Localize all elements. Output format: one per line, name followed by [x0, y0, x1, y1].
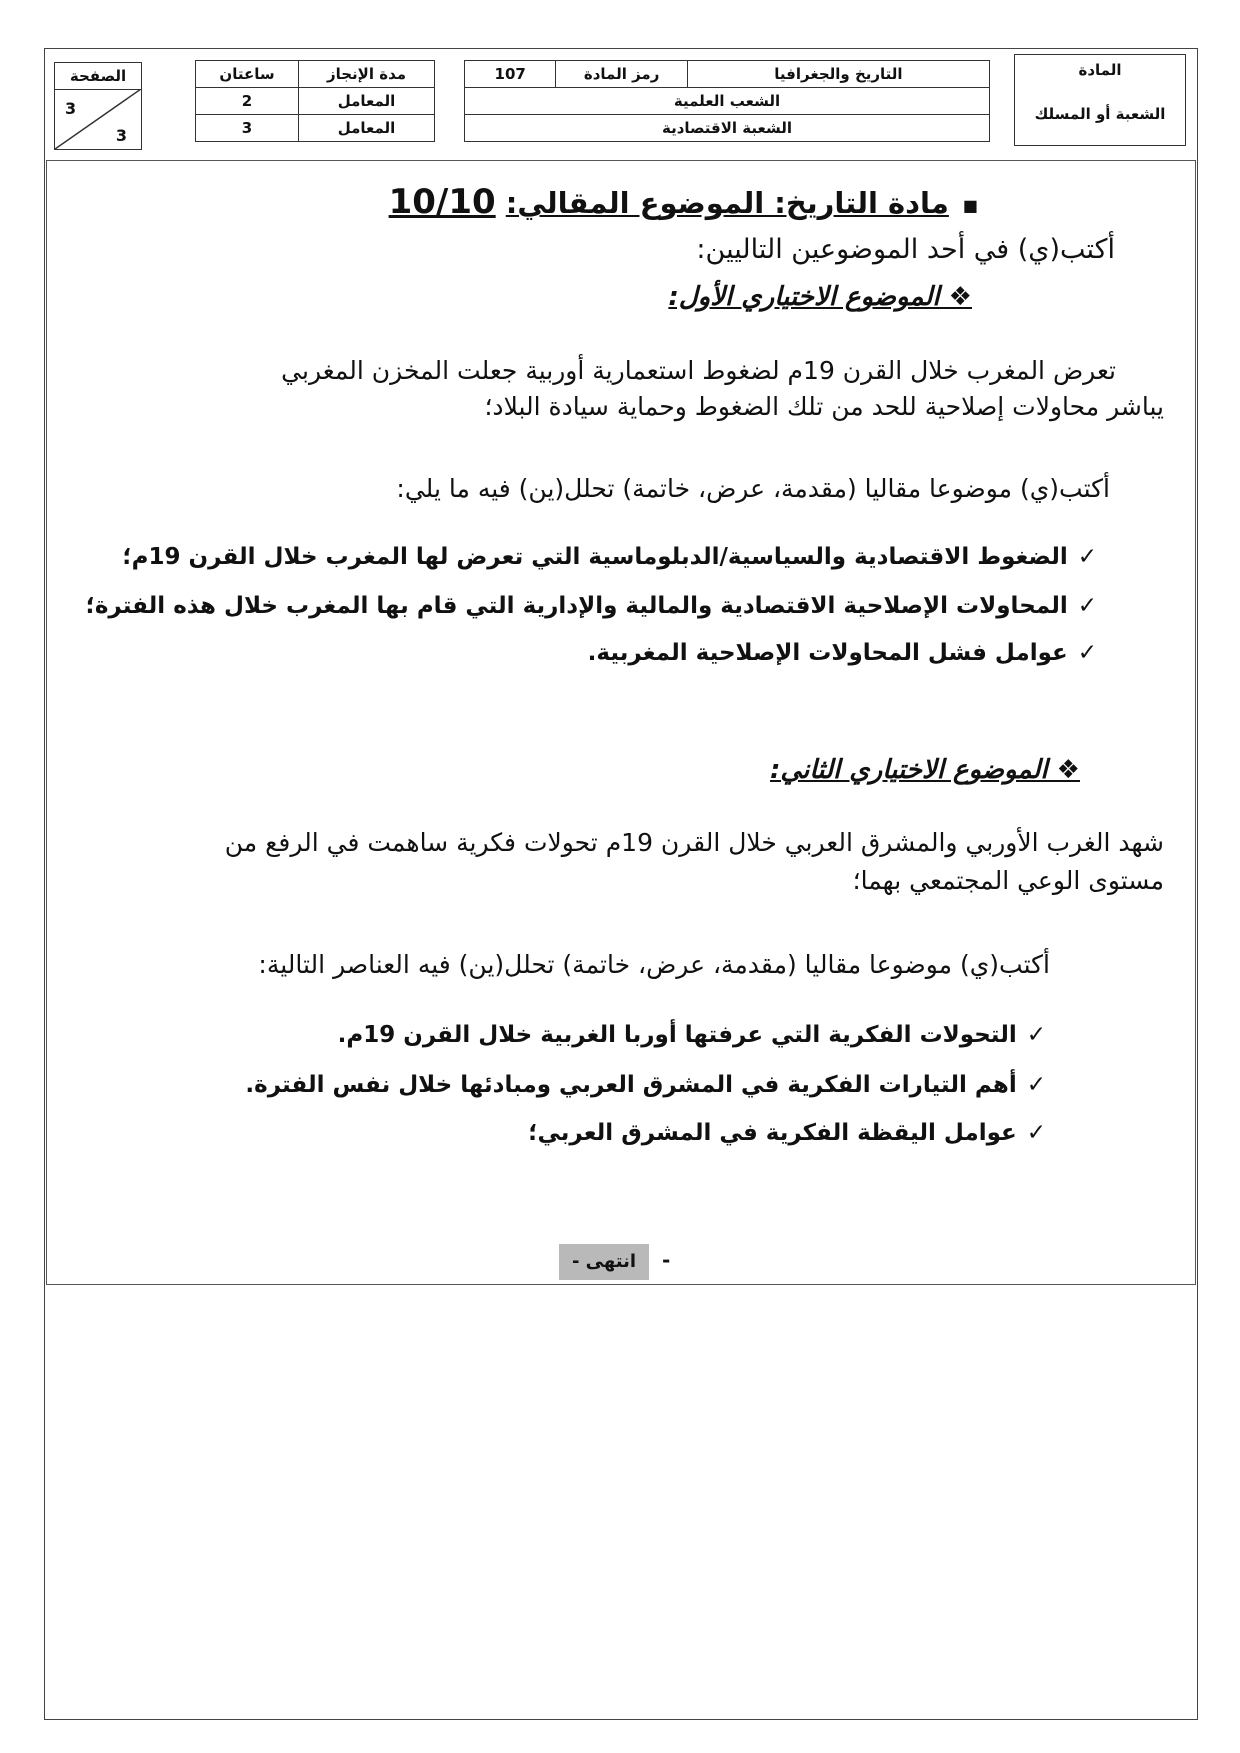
section-title-prefix: مادة التاريخ: الموضوع المقالي:	[505, 186, 949, 220]
duration-table	[195, 60, 435, 142]
check-icon: ✓	[1026, 1072, 1046, 1098]
code-value: 107	[465, 61, 556, 88]
coef-label-economic: المعامل	[299, 115, 435, 142]
topic1-item-3: عوامل فشل المحاولات الإصلاحية المغربية.	[587, 640, 1068, 666]
code-label: رمز المادة	[556, 61, 688, 88]
topic2-item-2: أهم التيارات الفكرية في المشرق العربي ومبادئها خلال نفس الفترة.	[245, 1072, 1017, 1098]
topic2-task: أكتب(ي) موضوعا مقاليا (مقدمة، عرض، خاتمة) تحلل(ين) فيه العناصر التالية:	[258, 950, 1050, 979]
topic1-para-line1: تعرض المغرب خلال القرن 19م لضغوط استعمارية أوربية جعلت المخزن المغربي	[281, 356, 1116, 385]
topic2-heading: ❖ الموضوع الاختياري الثاني:	[770, 755, 1080, 785]
topic1-item	[86, 593, 1097, 619]
check-icon: ✓	[1026, 1022, 1046, 1048]
topic2-item	[528, 1120, 1046, 1146]
end-mark: انتهى -	[559, 1244, 649, 1280]
coef-value-scientific: 2	[196, 88, 299, 115]
topic1-heading: ❖ الموضوع الاختياري الأول:	[668, 282, 972, 312]
branch-economic: الشعبة الاقتصادية	[465, 115, 990, 142]
coef-value-economic: 3	[196, 115, 299, 142]
topic2-item-1: التحولات الفكرية التي عرفتها أوربا الغربية خلال القرن 19م.	[337, 1022, 1017, 1048]
check-icon: ✓	[1077, 593, 1097, 619]
square-bullet-icon: ■	[962, 195, 978, 215]
branch-label: الشعبة أو المسلك	[1034, 105, 1166, 123]
subject-name: التاريخ والجغرافيا	[687, 61, 989, 88]
topic2-paragraph	[225, 828, 1164, 896]
topic1-item-1: الضغوط الاقتصادية والسياسية/الدبلوماسية التي تعرض لها المغرب خلال القرن 19م؛	[122, 544, 1068, 570]
duration-label: مدة الإنجاز	[299, 61, 435, 88]
subject-box	[1014, 54, 1186, 146]
topic1-para-line2: يباشر محاولات إصلاحية للحد من تلك الضغوط وحماية سيادة البلاد؛	[484, 392, 1164, 421]
check-icon: ✓	[1077, 544, 1097, 570]
topic2-item	[245, 1072, 1046, 1098]
topic1-item-2: المحاولات الإصلاحية الاقتصادية والمالية والإدارية التي قام بها المغرب خلال هذه الفترة؛	[85, 593, 1068, 619]
topic2-para-line2: مستوى الوعي المجتمعي بهما؛	[852, 866, 1164, 895]
topic2-item-3: عوامل اليقظة الفكرية في المشرق العربي؛	[528, 1120, 1017, 1146]
coef-label-scientific: المعامل	[299, 88, 435, 115]
page-current: 3	[65, 99, 77, 118]
section-score: 10/10	[388, 182, 496, 222]
topic1-paragraph	[76, 356, 1164, 422]
end-dash: -	[662, 1248, 671, 1272]
page-number-box	[54, 62, 142, 150]
subject-label: المادة	[1078, 61, 1122, 79]
check-icon: ✓	[1026, 1120, 1046, 1146]
branch-scientific: الشعب العلمية	[465, 88, 990, 115]
topic2-item	[338, 1022, 1046, 1048]
duration-value: ساعتان	[196, 61, 299, 88]
topic1-item	[122, 544, 1097, 570]
instruction: أكتب(ي) في أحد الموضوعين التاليين:	[696, 234, 1115, 265]
topic2-para-line1: شهد الغرب الأوربي والمشرق العربي خلال القرن 19م تحولات فكرية ساهمت في الرفع من	[224, 828, 1164, 857]
subject-table	[464, 60, 990, 142]
page-label: الصفحة	[55, 63, 141, 90]
topic1-item	[588, 640, 1097, 666]
section-title	[389, 182, 978, 222]
content-border	[46, 160, 1196, 1285]
page-divider-line	[55, 89, 141, 149]
page-total: 3	[115, 126, 127, 145]
topic1-task: أكتب(ي) موضوعا مقاليا (مقدمة، عرض، خاتمة) تحلل(ين) فيه ما يلي:	[396, 474, 1110, 503]
check-icon: ✓	[1077, 640, 1097, 666]
